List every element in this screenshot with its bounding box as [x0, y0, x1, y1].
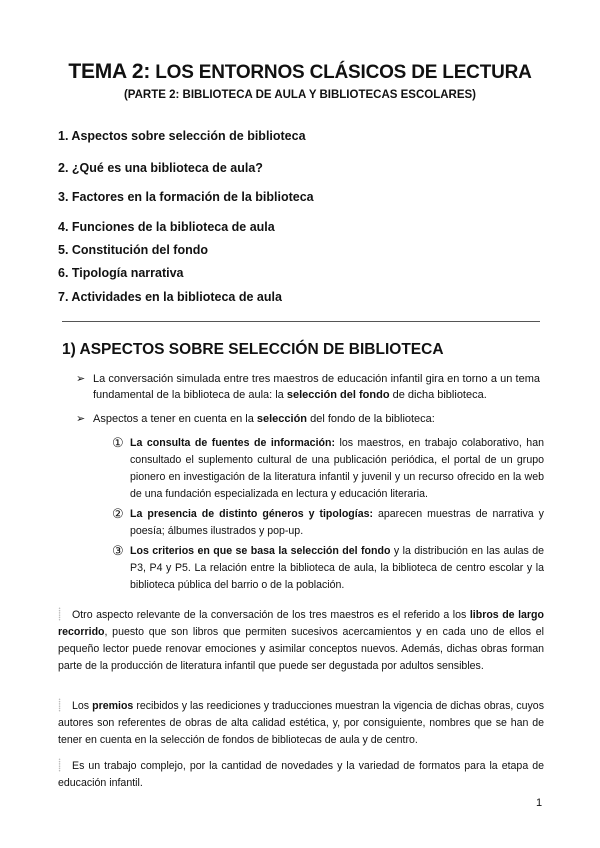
subitem-text [130, 543, 544, 594]
page-title [0, 60, 600, 84]
paragraph-text: , puesto que son libros que permiten sucesivos acercamientos y en cada uno de ellos el pequeño lector puede renovar emociones y asimilar conceptos nuevos. Además, dichas obras forman parte de la producción de literatura infantil que puede ser degustada por adultos sensibles. [58, 626, 544, 672]
bullet-text-part: de dicha biblioteca. [389, 389, 487, 401]
page-number: 1 [536, 797, 543, 809]
title-text: LOS ENTORNOS CLÁSICOS DE LECTURA [155, 62, 532, 83]
subitem-body: aparecen muestras de narrativa y poesía; álbumes ilustrados y pop-up. [130, 508, 544, 537]
circled-number-icon: ① [112, 435, 124, 450]
subitem-body: los maestros, en trabajo colaborativo, han consultado el suplemento cultural de una publicación periódica, el portal de un grupo pionero en investigación de la literatura infantil y juvenil y un recurso ofrecido en la web de una fundación especializada en lectura y educación literaria. [130, 437, 544, 500]
bullet-text [93, 371, 540, 403]
section-heading: 1) ASPECTOS SOBRE SELECCIÓN DE BIBLIOTECA [62, 341, 444, 358]
title-topic: TEMA 2: [68, 60, 151, 83]
arrow-bullet-icon: ➢ [76, 373, 86, 385]
subitem-bold: Los criterios en que se basa la selección del fondo [130, 545, 391, 557]
toc-item: 2. ¿Qué es una biblioteca de aula? [58, 161, 263, 175]
section-divider [62, 321, 540, 322]
bullet-text-bold: selección del fondo [286, 389, 390, 401]
paragraph-mark-icon: ⸽ [58, 698, 62, 712]
paragraph-text: Es un trabajo complejo, por la cantidad de novedades y la variedad de formatos para la etapa de educación infantil. [58, 760, 544, 789]
paragraph-bold: premios [92, 700, 134, 712]
toc-item: 5. Constitución del fondo [58, 243, 208, 257]
paragraph-text: recibidos y las reediciones y traducciones muestran la vigencia de dichas obras, cuyos autores son referentes de obras de alta calidad estética, y, por consiguiente, nombres que se han de tener en cuenta en la selección de fondos de bibliotecas de aula y de centro. [58, 700, 544, 746]
bullet-text-part: del fondo de la biblioteca: [307, 413, 435, 425]
arrow-bullet-icon: ➢ [76, 413, 86, 425]
bullet-text-part: La conversación simulada entre tres maestros de educación infantil gira en torno a un tema fundamental de la biblioteca de aula: la [93, 373, 540, 401]
paragraph-text: Otro aspecto relevante de la conversación de los tres maestros es el referido a los [72, 609, 470, 621]
paragraph [58, 757, 544, 792]
paragraph-mark-icon: ⸽ [58, 758, 62, 772]
bullet-text [93, 411, 540, 427]
subitem-bold: La presencia de distinto géneros y tipologías: [130, 508, 374, 520]
paragraph [58, 697, 544, 749]
toc-item: 1. Aspectos sobre selección de biblioteca [58, 129, 306, 143]
toc-item: 6. Tipología narrativa [58, 266, 184, 280]
subitem-body: y la distribución en las aulas de P3, P4 y P5. La relación entre la biblioteca de aula, la biblioteca de centro escolar y la biblioteca pública del barrio o de la población. [130, 545, 544, 591]
toc-item: 7. Actividades en la biblioteca de aula [58, 290, 282, 304]
toc-item: 4. Funciones de la biblioteca de aula [58, 220, 275, 234]
bullet-text-bold: selección [256, 413, 308, 425]
paragraph-mark-icon: ⸽ [58, 607, 62, 621]
toc-item: 3. Factores en la formación de la biblioteca [58, 190, 314, 204]
paragraph-bold: libros de largo recorrido [58, 609, 544, 638]
page-subtitle: (PARTE 2: BIBLIOTECA DE AULA Y BIBLIOTECAS ESCOLARES) [123, 89, 477, 101]
subitem-text [130, 506, 544, 540]
subitem-text [130, 435, 544, 503]
circled-number-icon: ② [112, 506, 124, 521]
paragraph [58, 606, 544, 675]
subitem-bold: La consulta de fuentes de información: [130, 437, 335, 449]
paragraph-text: Los [72, 700, 93, 712]
circled-number-icon: ③ [112, 543, 124, 558]
bullet-text-part: Aspectos a tener en cuenta en la [93, 413, 257, 425]
